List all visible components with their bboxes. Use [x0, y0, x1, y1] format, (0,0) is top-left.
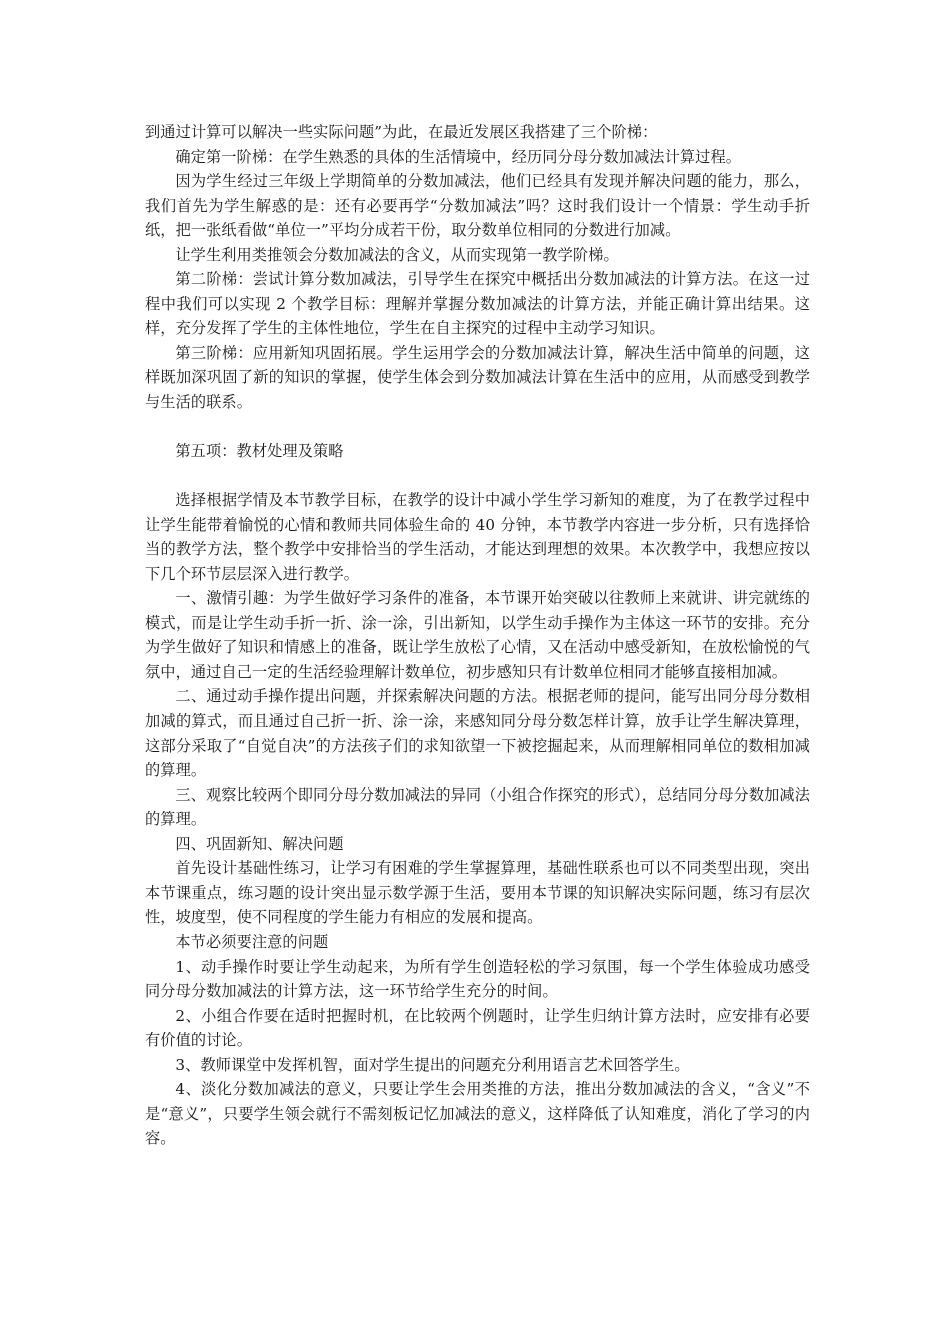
paragraph-first-step: 确定第一阶梯：在学生熟悉的具体的生活情境中，经历同分母分数加减法计算过程。: [175, 147, 742, 166]
paragraph-step-three: 三、观察比较两个即同分母分数加减法的异同（小组合作探究的形式），总结同分母分数加减法的算理。: [145, 785, 810, 829]
paragraph-step-four-heading: 四、巩固新知、解决问题: [175, 834, 344, 853]
paragraph-practice: 首先设计基础性练习，让学习有困难的学生掌握算理，基础性联系也可以不同类型出现，突出本节课重点，练习题的设计突出显示数学源于生活，要用本节课的知识解决实际问题，练习有层次性，坡度型，使不同程度的学生能力有相应的发展和提高。: [145, 859, 810, 927]
document-body: [145, 120, 810, 1151]
paragraph-third-step: 第三阶梯：应用新知巩固拓展。学生运用学会的分数加减法计算，解决生活中简单的问题，这样既加深巩固了新的知识的掌握，使学生体会到分数加减法计算在生活中的应用，从而感受到教学与生活的联系。: [145, 343, 810, 412]
paragraph-step-one: 一、激情引趣：为学生做好学习条件的准备，本节课开始突破以往教师上来就讲、讲完就练的模式，而是让学生动手折一折、涂一涂，引出新知，以学生动手操作为主体这一环节的安排。充分为学生做好了知识和情感上的准备，既让学生放松了心情，又在活动中感受新知，在放松愉悦的气氛中，通过自己一定的生活经验理解计数单位，初步感知只有计数单位相同才能够直接相加减。: [145, 589, 810, 681]
paragraph-note-4: 4、淡化分数加减法的意义，只要让学生会用类推的方法，推出分数加减法的含义，“含义”不是“意义”，只要学生领会就行不需刻板记忆加减法的意义，这样降低了认知难度，消化了学习的内容。: [145, 1080, 810, 1148]
paragraph-note-1: 1、动手操作时要让学生动起来，为所有学生创造轻松的学习氛围，每一个学生体验成功感受同分母分数加减法的计算方法，这一环节给学生充分的时间。: [145, 957, 810, 1001]
paragraph-reason: 因为学生经过三年级上学期简单的分数加减法，他们已经具有发现并解决问题的能力，那么，我们首先为学生解惑的是：还有必要再学“分数加减法”吗？这时我们设计一个情景：学生动手折纸，把一张纸看做“单位一”平均分成若干份，取分数单位相同的分数进行加减。: [145, 172, 810, 240]
paragraph-note-2: 2、小组合作要在适时把握时机，在比较两个例题时，让学生归纳计算方法时，应安排有必要有价值的讨论。: [145, 1006, 810, 1050]
paragraph-strategy-intro: 选择根据学情及本节教学目标，在教学的设计中减小学生学习新知的难度，为了在教学过程中让学生能带着愉悦的心情和教师共同体验生命的 40 分钟，本节教学内容进一步分析，只有选择恰当的教学方法，整个教学中安排恰当的学生活动，才能达到理想的效果。本次教学中，我想应按以下几个环节层层深入进行教学。: [145, 491, 810, 583]
paragraph-step-two: 二、通过动手操作提出问题，并探索解决问题的方法。根据老师的提问，能写出同分母分数相加减的算式，而且通过自己折一折、涂一涂，来感知同分母分数怎样计算，放手让学生解决算理，这部分采取了“自觉自决”的方法孩子们的求知欲望一下被挖掘起来，从而理解相同单位的数相加减的算理。: [145, 687, 810, 780]
paragraph-notes-heading: 本节必须要注意的问题: [175, 932, 329, 951]
paragraph-analogy: 让学生利用类推领会分数加减法的含义，从而实现第一教学阶梯。: [175, 245, 619, 264]
paragraph-second-step: 第二阶梯：尝试计算分数加减法，引导学生在探究中概括出分数加减法的计算方法。在这一过程中我们可以实现 2 个教学目标：理解并掌握分数加减法的计算方法，并能正确计算出结果。这样，充分发挥了学生的主体性地位，学生在自主探究的过程中主动学习知识。: [145, 270, 810, 338]
paragraph-note-3: 3、教师课堂中发挥机智，面对学生提出的问题充分利用语言艺术回答学生。: [175, 1055, 690, 1074]
section-heading: 第五项：教材处理及策略: [175, 442, 344, 461]
paragraph-continuation: 到通过计算可以解决一些实际问题”为此，在最近发展区我搭建了三个阶梯：: [145, 123, 658, 141]
